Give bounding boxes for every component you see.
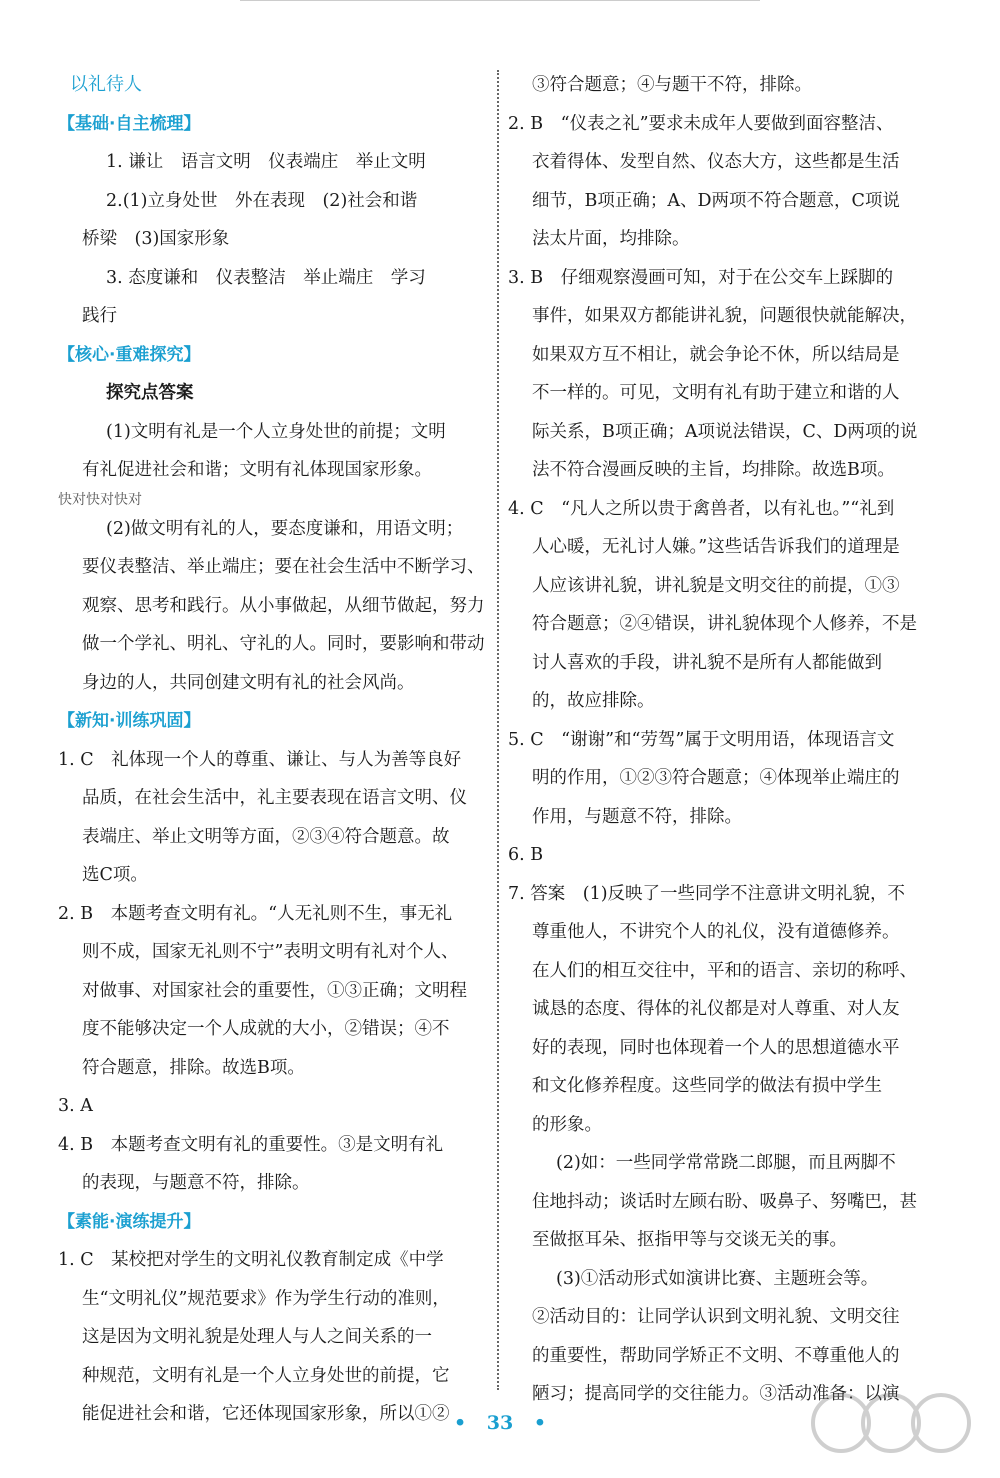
text-line: ②活动目的：让同学认识到文明礼貌、文明交往 <box>532 1307 900 1327</box>
text-line: 6. B <box>508 845 544 865</box>
section-header: 【基础·自主梳理】 <box>58 113 201 134</box>
text-line: 的形象。 <box>532 1114 602 1135</box>
text-line: 探究点答案 <box>106 383 194 403</box>
text-line: 的表现，与题意不符，排除。 <box>82 1173 310 1193</box>
text-line: 际关系，B项正确；A项说法错误，C、D两项的说 <box>532 421 918 442</box>
section-header: 【素能·演练提升】 <box>58 1211 201 1232</box>
text-line: ③符合题意；④与题干不符，排除。 <box>532 75 812 95</box>
text-line: 在人们的相互交往中，平和的语言、亲切的称呼、 <box>532 960 917 981</box>
text-line: 4. C “凡人之所以贵于禽兽者，以有礼也。”“礼到 <box>508 498 895 519</box>
text-line: 3. A <box>58 1096 93 1116</box>
text-line: 7. 答案 (1)反映了一些同学不注意讲文明礼貌，不 <box>508 883 906 904</box>
text-line: 讨人喜欢的手段，讲礼貌不是所有人都能做到 <box>532 652 882 673</box>
text-line: 3. 态度谦和 仪表整洁 举止端庄 学习 <box>106 267 426 288</box>
text-line: 至做抠耳朵、抠指甲等与交谈无关的事。 <box>532 1230 847 1250</box>
text-line: 1. C 某校把对学生的文明礼仪教育制定成《中学 <box>58 1250 444 1270</box>
text-line: 则不成，国家无礼则不宁”表明文明有礼对个人、 <box>82 942 459 962</box>
text-line: 法太片面，均排除。 <box>532 229 690 249</box>
column-divider <box>497 70 499 1390</box>
text-line: 做一个学礼、明礼、守礼的人。同时，要影响和带动 <box>82 634 485 654</box>
text-line: 品质，在社会生活中，礼主要表现在语言文明、仪 <box>82 788 467 808</box>
watermark-logo <box>796 1378 986 1468</box>
left-column <box>58 66 488 1434</box>
right-column <box>508 66 930 1414</box>
text-line: 身边的人，共同创建文明有礼的社会风尚。 <box>82 672 415 693</box>
footer-dot-right: • <box>533 1412 546 1434</box>
text-line: 诚恳的态度、得体的礼仪都是对人尊重、对人友 <box>532 999 900 1019</box>
text-line: 生“文明礼仪”规范要求》作为学生行动的准则， <box>82 1288 450 1309</box>
text-line: 2.(1)立身处世 外在表现 (2)社会和谐 <box>106 190 418 211</box>
text-line: 人应该讲礼貌，讲礼貌是文明交往的前提，①③ <box>532 575 900 596</box>
text-line: 2. B 本题考查文明有礼。“人无礼则不生，事无礼 <box>58 903 453 924</box>
text-line: 法不符合漫画反映的主旨，均排除。故选B项。 <box>532 460 895 480</box>
text-line: 度不能够决定一个人成就的大小，②错误；④不 <box>82 1019 450 1039</box>
text-line: 这是因为文明礼貌是处理人与人之间关系的一 <box>82 1327 432 1347</box>
text-line: 能促进社会和谐，它还体现国家形象，所以①② <box>82 1404 450 1424</box>
text-line: (1)文明有礼是一个人立身处世的前提；文明 <box>106 421 446 442</box>
text-line: 桥梁 (3)国家形象 <box>82 229 230 249</box>
text-line: 住地抖动；谈话时左顾右盼、吸鼻子、努嘴巴，甚 <box>532 1191 917 1212</box>
text-line: 符合题意；②④错误，讲礼貌体现个人修养，不是 <box>532 614 917 634</box>
text-line: 作用，与题意不符，排除。 <box>532 806 742 827</box>
page-number: 33 <box>486 1412 514 1434</box>
text-line: 3. B 仔细观察漫画可知，对于在公交车上踩脚的 <box>508 267 894 288</box>
text-line: 好的表现，同时也体现着一个人的思想道德水平 <box>532 1037 900 1058</box>
text-line: (2)如：一些同学常常跷二郎腿，而且两脚不 <box>556 1153 896 1173</box>
text-line: 有礼促进社会和谐；文明有礼体现国家形象。 <box>82 460 432 480</box>
text-line: 5. C “谢谢”和“劳驾”属于文明用语，体现语言文 <box>508 729 895 750</box>
text-line: 1. 谦让 语言文明 仪表端庄 举止文明 <box>106 152 426 172</box>
handwritten-note: 快对快对快对 <box>58 491 142 508</box>
text-line: 的重要性，帮助同学矫正不文明、不尊重他人的 <box>532 1345 900 1366</box>
text-line: 明的作用，①②③符合题意；④体现举止端庄的 <box>532 768 900 788</box>
text-line: 4. B 本题考查文明有礼的重要性。③是文明有礼 <box>58 1134 444 1155</box>
text-line: 的，故应排除。 <box>532 691 655 711</box>
text-line: 表端庄、举止文明等方面，②③④符合题意。故 <box>82 826 450 847</box>
section-header: 【新知·训练巩固】 <box>58 711 201 731</box>
text-line: 符合题意，排除。故选B项。 <box>82 1057 305 1078</box>
text-line: 陋习；提高同学的交往能力。③活动准备：以演 <box>532 1384 900 1404</box>
text-line: 种规范，文明有礼是一个人立身处世的前提，它 <box>82 1365 450 1386</box>
text-line: 人心暖，无礼讨人嫌。”这些话告诉我们的道理是 <box>532 537 900 557</box>
text-line: 如果双方互不相让，就会争论不休，所以结局是 <box>532 344 900 365</box>
top-edge-line <box>240 0 760 1</box>
text-line: 选C项。 <box>82 865 148 885</box>
text-line: 和文化修养程度。这些同学的做法有损中学生 <box>532 1076 882 1096</box>
text-line: 对做事、对国家社会的重要性，①③正确；文明程 <box>82 980 467 1001</box>
right-lines <box>508 66 930 1414</box>
text-line: 衣着得体、发型自然、仪态大方，这些都是生活 <box>532 152 900 172</box>
section-header: 【核心·重难探究】 <box>58 344 201 365</box>
text-line: 事件，如果双方都能讲礼貌，问题很快就能解决， <box>532 306 917 326</box>
text-line: 践行 <box>82 306 117 326</box>
text-line: 要仪表整洁、举止端庄；要在社会生活中不断学习、 <box>82 557 485 577</box>
footer-dot-left: • <box>453 1412 467 1434</box>
text-line: 尊重他人，不讲究个人的礼仪，没有道德修养。 <box>532 922 900 942</box>
left-lines <box>58 105 488 1434</box>
section-title: 以礼待人 <box>70 74 142 95</box>
text-line: 不一样的。可见，文明有礼有助于建立和谐的人 <box>532 383 900 403</box>
text-line: (3)①活动形式如演讲比赛、主题班会等。 <box>556 1268 879 1289</box>
text-line: 1. C 礼体现一个人的尊重、谦让、与人为善等良好 <box>58 749 462 770</box>
text-line: 观察、思考和践行。从小事做起，从细节做起，努力 <box>82 595 485 616</box>
text-line: (2)做文明有礼的人，要态度谦和，用语文明； <box>106 518 464 539</box>
text-line: 细节，B项正确；A、D两项不符合题意，C项说 <box>532 190 900 211</box>
text-line: 2. B “仪表之礼”要求未成年人要做到面容整洁、 <box>508 113 894 134</box>
